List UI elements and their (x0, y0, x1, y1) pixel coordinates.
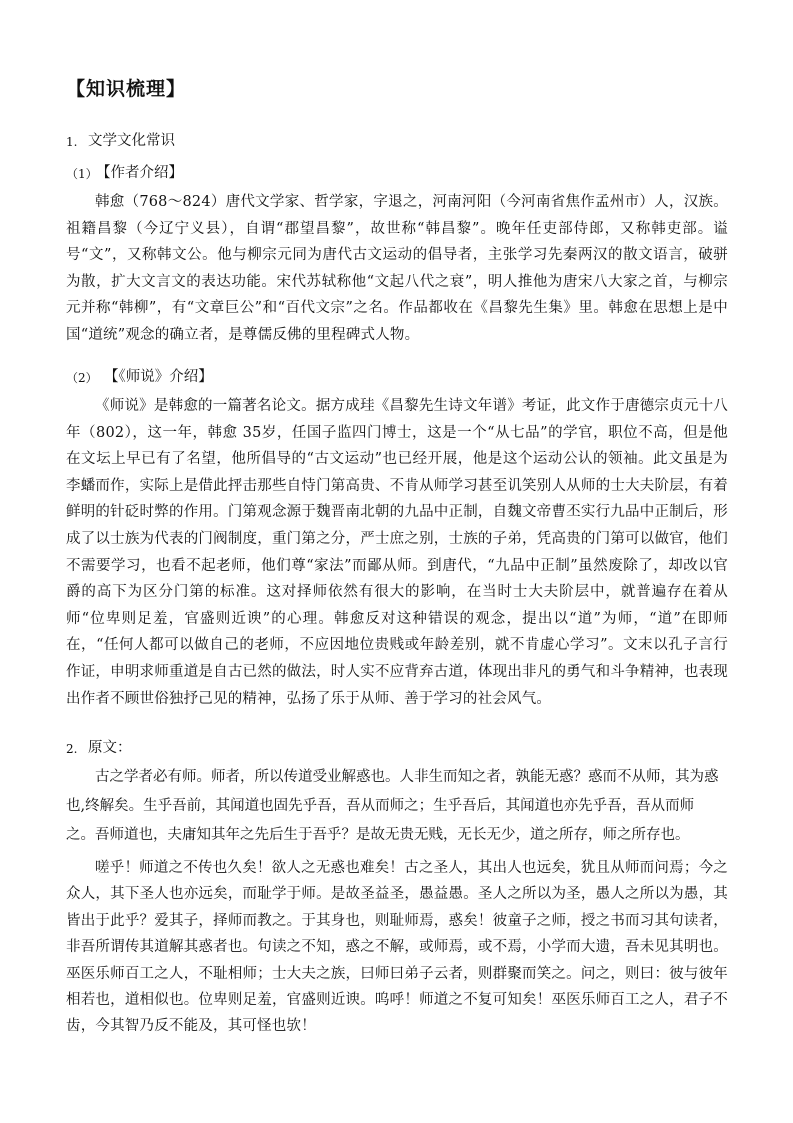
sub1-title: 【作者介绍】 (96, 165, 183, 181)
author-intro-paragraph: 韩愈（768～824）唐代文学家、哲学家，字退之，河南河阳（今河南省焦作孟州市）人，汉族。祖籍昌黎（今辽宁义县），自谓“郡望昌黎”，故世称“韩昌黎”。晚年任吏部侍郎，又称韩吏部。谥号“文”，又称韩文公。他与柳宗元同为唐代古文运动的倡导者，主张学习先秦两汉的散文语言，破骈为散，扩大文言文的表达功能。宋代苏轼称他“文起八代之衰”，明人推他为唐宋八大家之首，与柳宗元并称“韩柳”，有“文章巨公”和“百代文宗”之名。作品都收在《昌黎先生集》里。韩愈在思想上是中国“道统”观念的确立者，是尊儒反佛的里程碑式人物。 (66, 194, 728, 343)
sub1-number: （1） (66, 167, 98, 181)
shishuo-intro-paragraph: 《师说》是韩愈的一篇著名论文。据方成珪《昌黎先生诗文年谱》考证，此文作于唐德宗贞元十八年（802），这一年，韩愈 35岁，任国子监四门博士，这是一个“从七品”的学官，职位不高，但是他在文坛上早已有了名望，他所倡导的“古文运动”也已经开展，他是这个运动公认的领袖。此文虽是为李蟠而作，实际上是借此抨击那些自恃门第高贵、不肯从师学习甚至讥笑别人从师的士大夫阶层，有着鲜明的针砭时弊的作用。门第观念源于魏晋南北朝的九品中正制，自魏文帝曹丕实行九品中正制后，形成了以士族为代表的门阀制度，重门第之分，严士庶之别，士族的子弟，凭高贵的门第可以做官，他们不需要学习，也看不起老师，他们尊“家法”而鄙从师。到唐代，“九品中正制”虽然废除了，却改以官爵的高下为区分门第的标准。这对择师依然有很大的影响，在当时士大夫阶层中，就普遍存在着从师“位卑则足羞，官盛则近谀”的心理。韩愈反对这种错误的观念，提出以“道”为师，“道”在即师在，“任何人都可以做自己的老师，不应因地位贵贱或年龄差别，就不肯虚心学习”。文末以孔子言行作证，申明求师重道是自古已然的做法，时人实不应背弃古道，体现出非凡的勇气和斗争精神，也表现出作者不顾世俗独抒己见的精神，弘扬了乐于从师、善于学习的社会风气。 (66, 398, 728, 707)
section1-title: 文学文化常识 (88, 133, 175, 149)
original-text-line: 也,终解矣。生乎吾前，其闻道也固先乎吾，吾从而师之；生乎吾后，其闻道也亦先乎吾，吾从而师 (66, 798, 695, 814)
original-text-line: 古之学者必有师。师者，所以传道受业解惑也。人非生而知之者，孰能无惑？惑而不从师，其为惑 (95, 769, 719, 785)
section-heading: 【知识梳理】 (66, 78, 187, 100)
section1-number: 1. (66, 135, 78, 149)
section2-number: 2. (66, 742, 78, 756)
sub2-number: （2） (66, 371, 98, 385)
original-text-line: 之。吾师道也，夫庸知其年之先后生于吾乎？是故无贵无贱，无长无少，道之所存，师之所存也。 (66, 827, 690, 843)
original-text-paragraph: 嗟乎！师道之不传也久矣！欲人之无惑也难矣！古之圣人，其出人也远矣，犹且从师而问焉；今之众人，其下圣人也亦远矣，而耻学于师。是故圣益圣，愚益愚。圣人之所以为圣，愚人之所以为愚，其皆出于此乎？爱其子，择师而教之。于其身也，则耻师焉，惑矣！彼童子之师，授之书而习其句读者，非吾所谓传其道解其惑者也。句读之不知，惑之不解，或师焉，或不焉，小学而大遗，吾未见其明也。巫医乐师百工之人，不耻相师；士大夫之族，曰师曰弟子云者，则群聚而笑之。问之，则曰：彼与彼年相若也，道相似也。位卑则足羞，官盛则近谀。呜呼！师道之不复可知矣！巫医乐师百工之人，君子不齿，今其智乃反不能及，其可怪也欤！ (66, 860, 728, 1035)
section2-title: 原文： (88, 740, 132, 756)
sub2-title: 【《师说》介绍】 (104, 369, 213, 385)
